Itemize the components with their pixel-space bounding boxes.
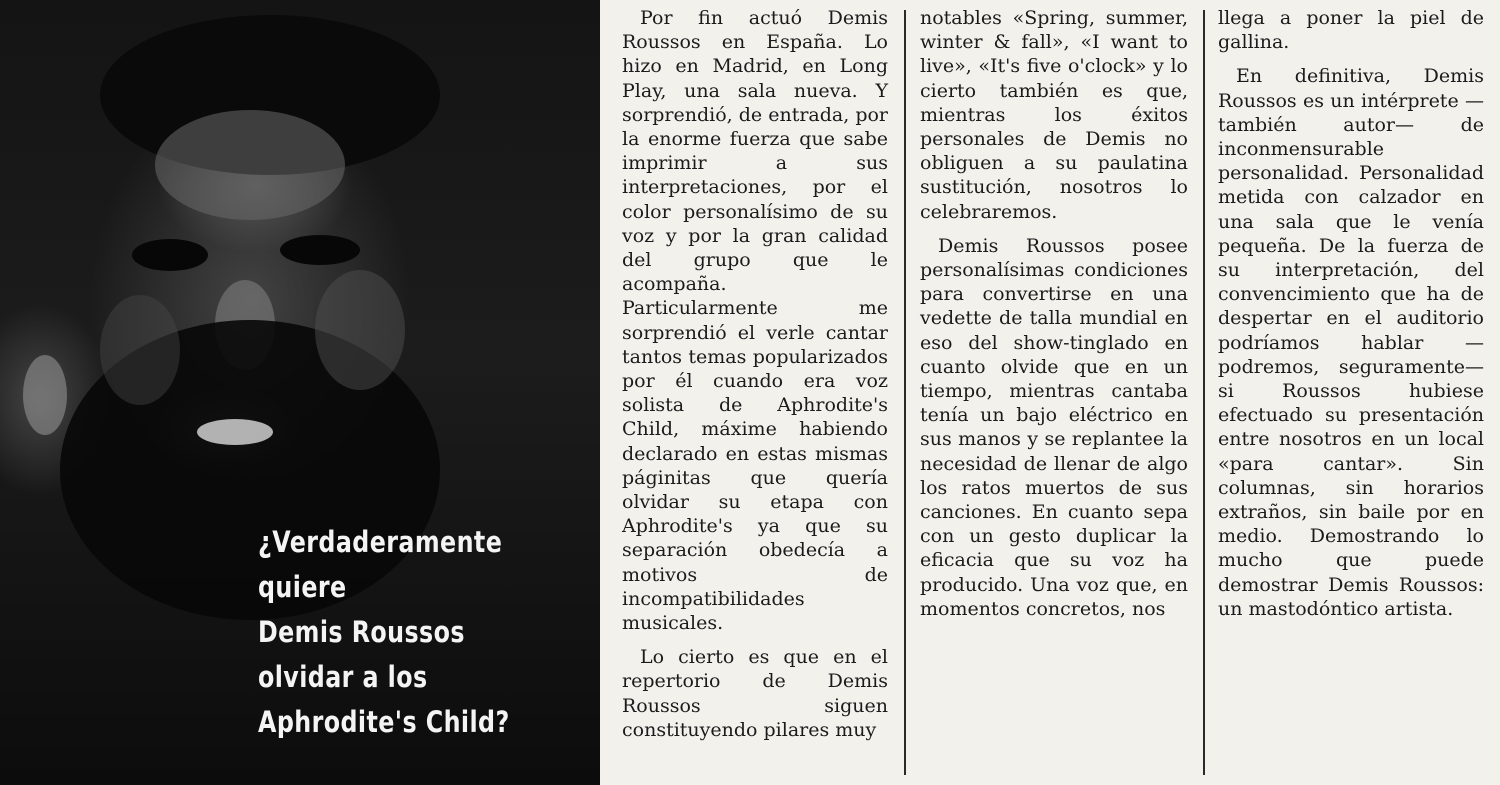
article-column-1	[622, 6, 888, 776]
portrait-photo	[0, 0, 600, 785]
column-divider	[904, 10, 906, 775]
article-paragraph: notables «Spring, summer, winter & fall», «I want to live», «It's five o'clock» y lo cierto también es que, mientras los éxitos personales de Demis no obliguen a su paulatina sustitución, nosotros lo celebraremos.	[920, 7, 1188, 223]
headline-line: Aphrodite's Child?	[258, 705, 510, 739]
article-paragraph: Lo cierto es que en el repertorio de Demis Roussos siguen constituyendo pilares muy	[622, 646, 888, 741]
article-paragraph: Demis Roussos posee personalísimas condiciones para convertirse en una vedette de talla mundial en eso del show-tinglado en cuanto olvide que en un tiempo, mientras cantaba tenía un bajo eléctrico en sus manos y se replantee la necesidad de llenar de algo los ratos muertos de sus canciones. En cuanto sepa con un gesto duplicar la eficacia que su voz ha producido. Una voz que, en momentos concretos, nos	[920, 234, 1188, 620]
article-paragraph: llega a poner la piel de gallina.	[1218, 7, 1484, 54]
headline	[258, 520, 529, 745]
headline-line: Demis Roussos	[258, 615, 465, 649]
article-paragraph: En definitiva, Demis Roussos es un intérprete —también autor— de inconmensurable personalidad. Personalidad metida con calzador en una sala que le venía pequeña. De la fuerza de su interpretación, del convencimiento que ha de despertar en el auditorio podríamos hablar —podremos, seguramente— si Roussos hubiese efectuado su presentación entre nosotros en un local «para cantar». Sin columnas, sin horarios extraños, sin baile por en medio. Demostrando lo mucho que puede demostrar Demis Roussos: un mastodóntico artista.	[1218, 65, 1484, 620]
headline-line: quiere	[258, 570, 347, 604]
article-column-2	[920, 6, 1188, 776]
headline-line: olvidar a los	[258, 660, 428, 694]
headline-line: ¿Verdaderamente	[258, 525, 503, 559]
article-paragraph: Por fin actuó Demis Roussos en España. Lo hizo en Madrid, en Long Play, una sala nueva. Y sorprendió, de entrada, por la enorme fuerza que sabe imprimir a sus interpretaciones, por el color personalísimo de su voz y por la gran calidad del grupo que le acompaña. Particularmente me sorprendió el verle cantar tantos temas popularizados por él cuando era voz solista de Aphrodite's Child, máxime habiendo declarado en estas mismas páginitas que quería olvidar su etapa con Aphrodite's ya que su separación obedecía a motivos de incompatibilidades musicales.	[622, 7, 888, 635]
article-column-3	[1218, 6, 1484, 776]
column-divider	[1203, 10, 1205, 775]
